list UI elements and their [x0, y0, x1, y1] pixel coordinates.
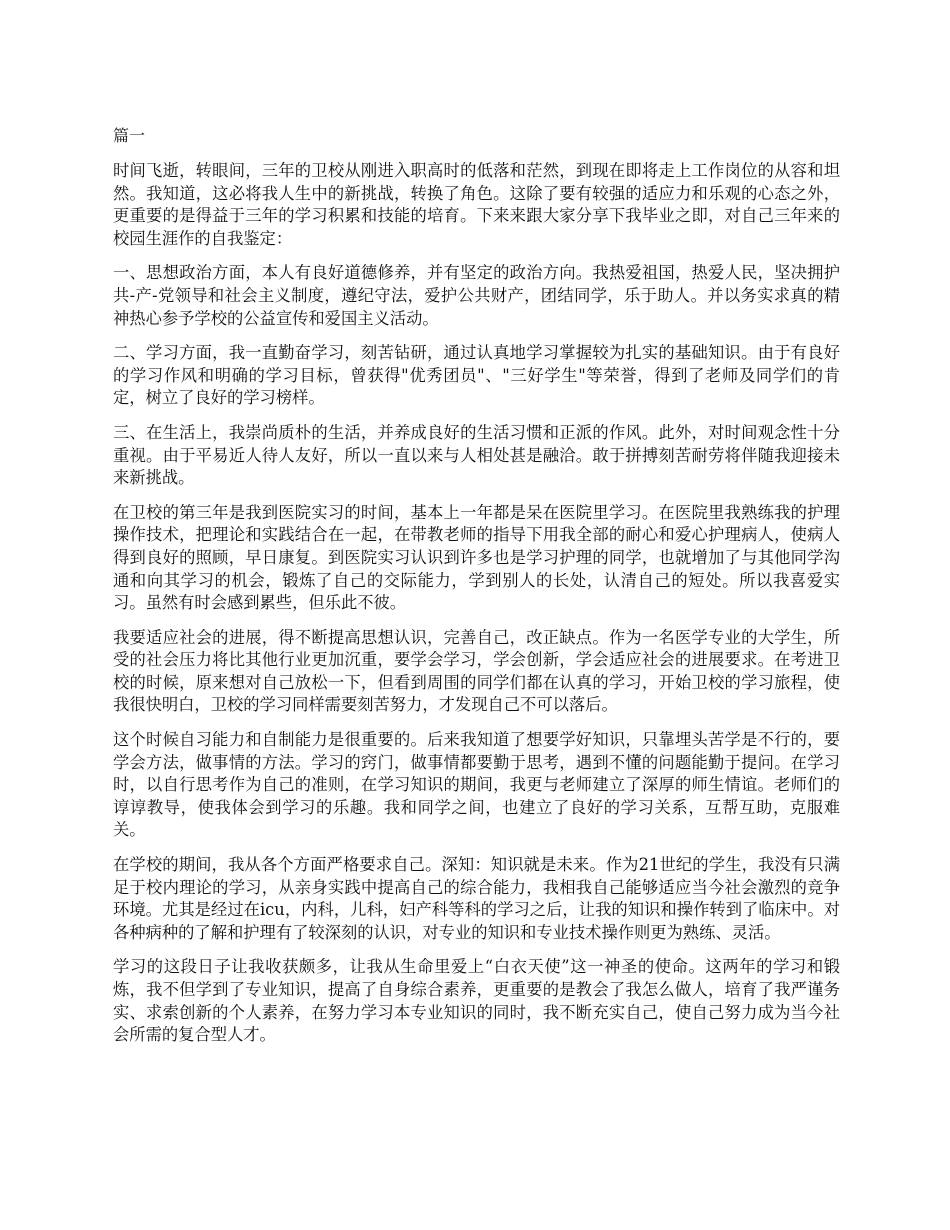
paragraph-requirements: 在学校的期间，我从各个方面严格要求自己。深知：知识就是未来。作为21世纪的学生，我没有只满足于校内理论的学习，从亲身实践中提高自己的综合能力，我相我自己能够适应当今社会激烈的竞争环境。尤其是经过在icu，内科，儿科，妇产科等科的学习之后，让我的知识和操作转到了临床中。对各种病种的了解和护理有了较深刻的认识，对专业的知识和专业技术操作则更为熟练、灵活。 — [113, 855, 840, 942]
paragraph-politics: 一、思想政治方面，本人有良好道德修养，并有坚定的政治方向。我热爱祖国，热爱人民，坚决拥护共-产-党领导和社会主义制度，遵纪守法，爱护公共财产，团结同学，乐于助人。并以务实求真的精神热心参予学校的公益宣传和爱国主义活动。 — [113, 263, 840, 328]
paragraph-self-study: 这个时候自习能力和自制能力是很重要的。后来我知道了想要学好知识，只靠埋头苦学是不行的，要学会方法，做事情的方法。学习的窍门，做事情都要勤于思考，遇到不懂的问题能勤于提问。在学习时，以自行思考作为自己的准则，在学习知识的期间，我更与老师建立了深厚的师生情谊。老师们的谆谆教导，使我体会到学习的乐趣。我和同学之间，也建立了良好的学习关系，互帮互助，克服难关。 — [113, 730, 840, 840]
paragraph-internship: 在卫校的第三年是我到医院实习的时间，基本上一年都是呆在医院里学习。在医院里我熟练我的护理操作技术，把理论和实践结合在一起，在带教老师的指导下用我全部的耐心和爱心护理病人，使病人得到良好的照顾，早日康复。到医院实习认识到许多也是学习护理的同学，也就增加了与其他同学沟通和向其学习的机会，锻炼了自己的交际能力，学到别人的长处，认清自己的短处。所以我喜爱实习。虽然有时会感到累些，但乐此不彼。 — [113, 502, 840, 613]
paragraph-intro: 时间飞逝，转眼间，三年的卫校从刚进入职高时的低落和茫然，到现在即将走上工作岗位的从容和坦然。我知道，这必将我人生中的新挑战，转换了角色。这除了要有较强的适应力和乐观的心态之外，更重要的是得益于三年的学习积累和技能的培育。下来来跟大家分享下我毕业之即，对自己三年来的校园生涯作的自我鉴定： — [113, 161, 840, 248]
document-page — [113, 124, 840, 1059]
paragraph-life: 三、在生活上，我崇尚质朴的生活，并养成良好的生活习惯和正派的作风。此外，对时间观念性十分重视。由于平易近人待人友好，所以一直以来与人相处甚是融洽。敢于拼搏刻苦耐劳将伴随我迎接未来新挑战。 — [113, 422, 840, 488]
paragraph-study: 二、学习方面，我一直勤奋学习，刻苦钻研，通过认真地学习掌握较为扎实的基础知识。由于有良好的学习作风和明确的学习目标，曾获得"优秀团员"、"三好学生"等荣誉，得到了老师及同学们的肯定，树立了良好的学习榜样。 — [113, 343, 840, 408]
paragraph-society: 我要适应社会的进展，得不断提高思想认识，完善自己，改正缺点。作为一名医学专业的大学生，所受的社会压力将比其他行业更加沉重，要学会学习，学会创新，学会适应社会的进展要求。在考进卫校的时候，原来想对自己放松一下，但看到周围的同学们都在认真的学习，开始卫校的学习旅程，使我很快明白，卫校的学习同样需要刻苦努力，才发现自己不可以落后。 — [113, 627, 840, 715]
document-heading: 篇一 — [113, 126, 146, 145]
paragraph-conclusion: 学习的这段日子让我收获颇多，让我从生命里爱上“白衣天使”这一神圣的使命。这两年的学习和锻炼，我不但学到了专业知识，提高了自身综合素养，更重要的是教会了我怎么做人，培育了我严谨务实、求索创新的个人素养，在努力学习本专业知识的同时，我不断充实自己，使自己努力成为当今社会所需的复合型人才。 — [113, 957, 840, 1045]
